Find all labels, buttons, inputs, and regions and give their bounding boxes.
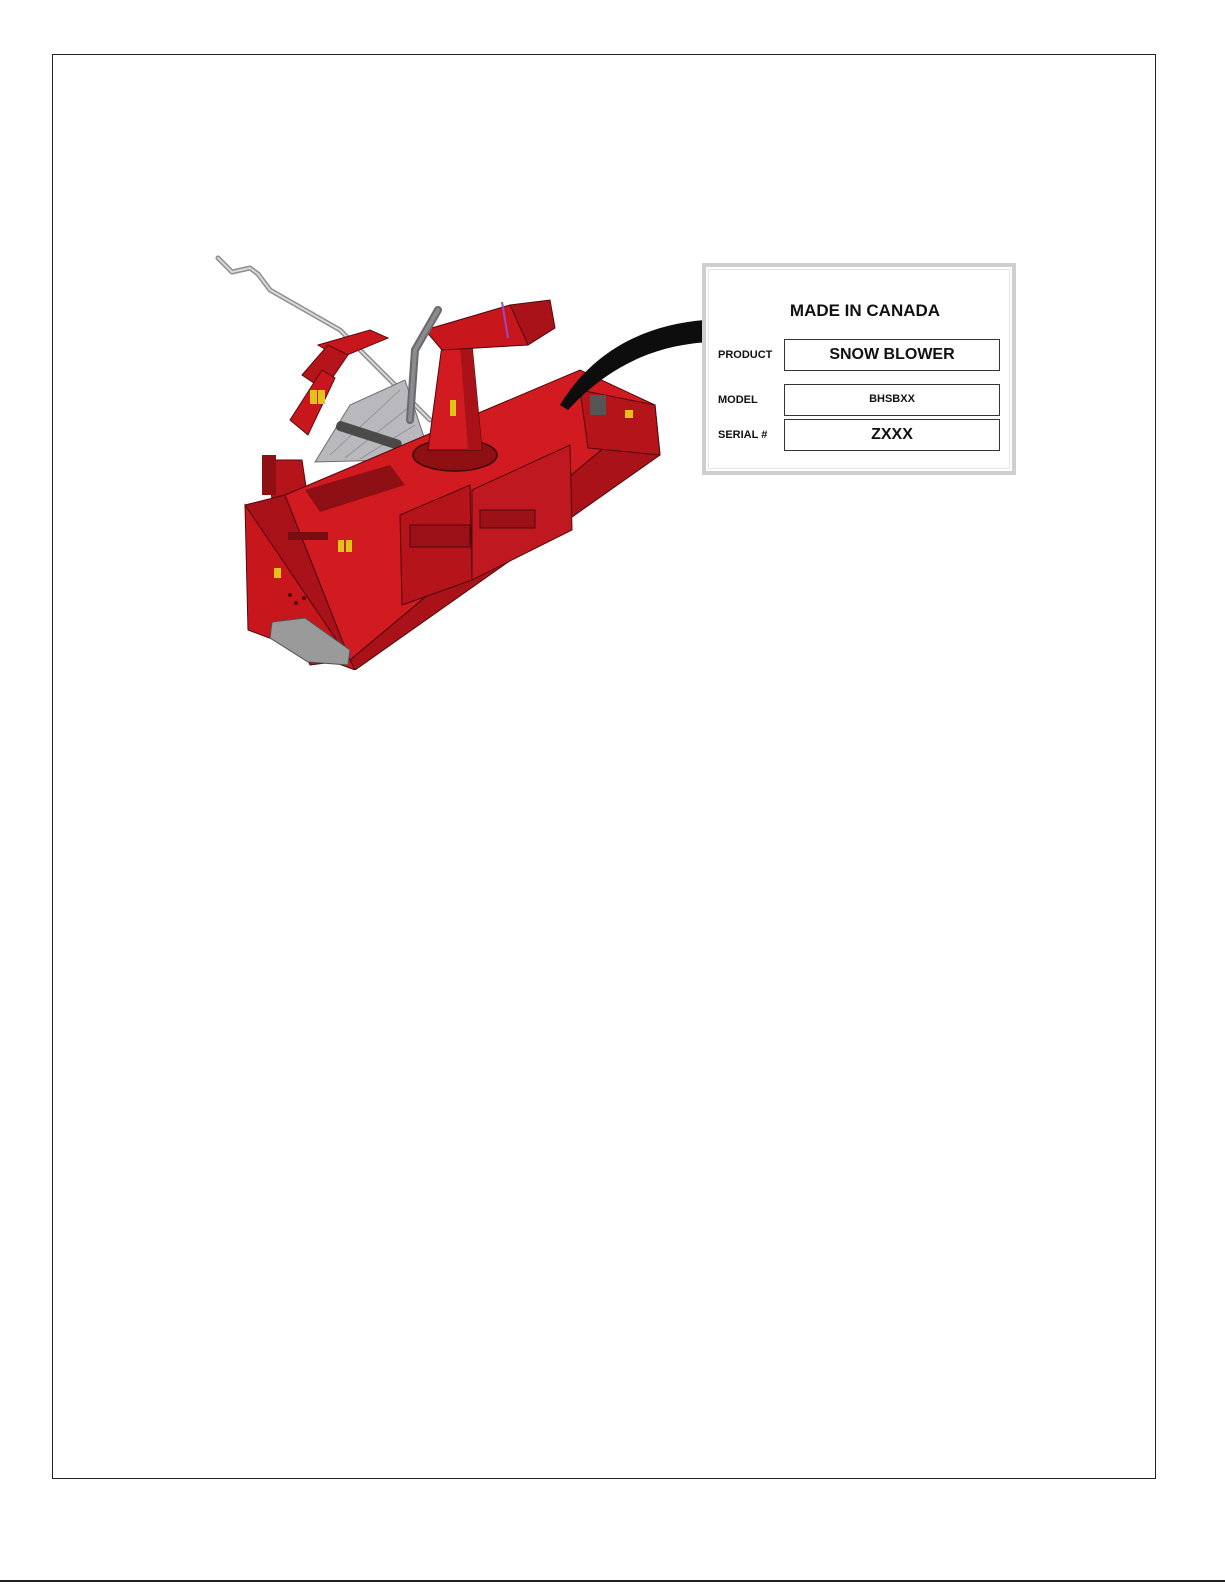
serial-plate [702,263,1016,475]
footer-rule [0,1580,1225,1582]
product-label: PRODUCT [718,349,773,361]
serial-value: ZXXX [784,419,1000,451]
model-label: MODEL [718,394,758,406]
plate-row-product [706,339,1012,371]
plate-row-serial [706,419,1012,451]
plate-title: MADE IN CANADA [789,301,941,320]
product-value: SNOW BLOWER [784,339,1000,371]
model-value: BHSBXX [784,384,1000,416]
plate-row-model [706,384,1012,416]
serial-label: SERIAL # [718,429,768,441]
